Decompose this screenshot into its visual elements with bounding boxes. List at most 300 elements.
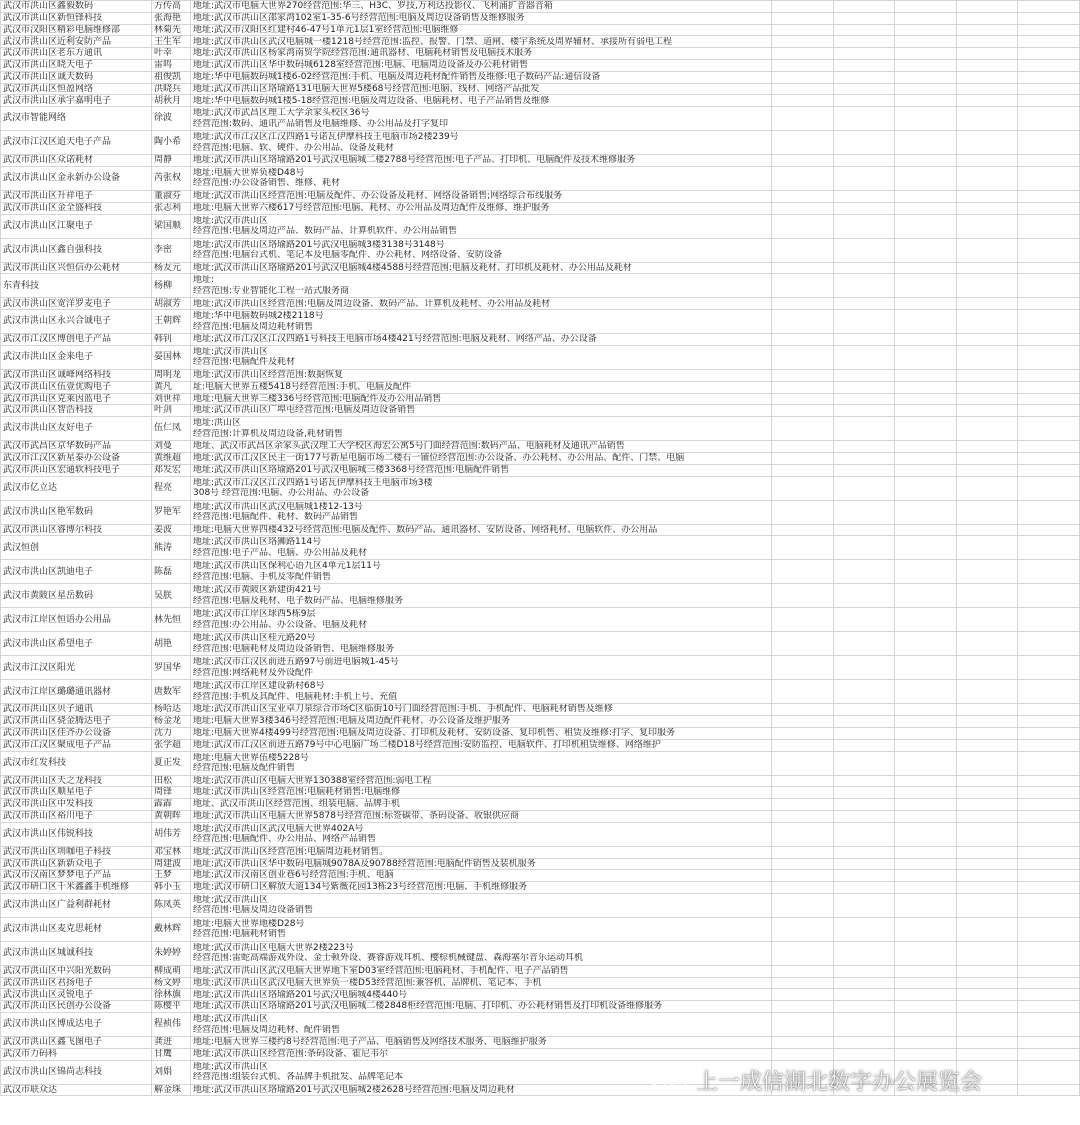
empty-cell	[833, 584, 895, 608]
table-row	[1, 989, 1080, 1001]
empty-cell	[956, 155, 1018, 167]
table-row	[1, 405, 1080, 417]
details-line: 地址:武汉市研口区解放大道134号紫薇花园13栋23号经营范围:电脑、手机维修服务	[193, 882, 528, 893]
empty-cell	[772, 262, 834, 274]
empty-cell	[833, 882, 895, 894]
company-name-cell: 武汉市洪山区江聚电子	[1, 214, 152, 238]
contact-name-cell: 周建波	[152, 858, 191, 870]
details-line: 经营范围:电脑及周边耗材、配件销售	[193, 1024, 341, 1035]
details-line: 地址:武汉市江汉区江汉四路1号诺瓦伊摩科技王电脑市场2楼239号	[193, 132, 459, 143]
empty-cell	[895, 274, 957, 298]
empty-cell	[772, 24, 834, 36]
empty-cell	[772, 417, 834, 441]
empty-cell	[1018, 190, 1080, 202]
table-row	[1, 799, 1080, 811]
table-row	[1, 166, 1080, 190]
empty-cell	[833, 48, 895, 60]
empty-cell	[833, 787, 895, 799]
details-line: 经营范围:手机及其配件、电脑耗材:手机上号、充值	[193, 691, 398, 702]
empty-cell	[1018, 476, 1080, 500]
empty-cell	[895, 799, 957, 811]
contact-name-cell: 杨友元	[152, 262, 191, 274]
empty-cell	[833, 858, 895, 870]
empty-cell	[895, 334, 957, 346]
empty-cell	[772, 917, 834, 941]
table-row	[1, 298, 1080, 310]
details-cell	[191, 810, 772, 822]
empty-cell	[956, 1, 1018, 13]
empty-cell	[833, 727, 895, 739]
details-line: 地址:电脑大世界伍楼5228号	[193, 752, 309, 763]
empty-cell	[956, 71, 1018, 83]
empty-cell	[895, 810, 957, 822]
empty-cell	[772, 632, 834, 656]
contact-name-cell: 胡淑芳	[152, 298, 191, 310]
empty-cell	[833, 381, 895, 393]
contact-name-cell: 伍仁凤	[152, 417, 191, 441]
details-line: 地址:武汉市洪山区桂元路20号	[193, 633, 316, 644]
empty-cell	[772, 441, 834, 453]
empty-cell	[772, 71, 834, 83]
empty-cell	[833, 262, 895, 274]
contact-name-cell: 张志利	[152, 202, 191, 214]
details-cell	[191, 298, 772, 310]
company-name-cell: 武汉市洪山区诚峰网络科技	[1, 369, 152, 381]
empty-cell	[1018, 202, 1080, 214]
empty-cell	[956, 452, 1018, 464]
empty-cell	[833, 166, 895, 190]
company-name-cell: 武汉市洪山区承宇嘉明电子	[1, 95, 152, 107]
empty-cell	[1018, 608, 1080, 632]
empty-cell	[833, 12, 895, 24]
empty-cell	[956, 48, 1018, 60]
table-row	[1, 1013, 1080, 1037]
company-name-cell: 武汉市洪山区伟锐科技	[1, 822, 152, 846]
company-name-cell: 武汉市洪山区博成达电子	[1, 1013, 152, 1037]
company-name-cell: 武汉市洪山区贝子通讯	[1, 704, 152, 716]
empty-cell	[833, 131, 895, 155]
empty-cell	[833, 417, 895, 441]
empty-cell	[956, 977, 1018, 989]
details-cell	[191, 476, 772, 500]
details-line: 地址:武汉市江汉区民主一街177号新星电脑市场二楼右一铺位经营范围:办公设备、办公耗材、办公用品、配件、门禁、电脑	[193, 453, 685, 464]
details-line: 地址:电脑大世界三楼约8号经营范围:电子产品、电脑销售及网络技术服务、电脑维护服务	[193, 1037, 547, 1048]
empty-cell	[772, 238, 834, 262]
empty-cell	[1018, 155, 1080, 167]
contact-name-cell: 胡艳	[152, 632, 191, 656]
empty-cell	[833, 704, 895, 716]
empty-cell	[772, 334, 834, 346]
table-row	[1, 1037, 1080, 1049]
empty-cell	[895, 822, 957, 846]
empty-cell	[833, 441, 895, 453]
details-cell	[191, 24, 772, 36]
table-row	[1, 608, 1080, 632]
empty-cell	[1018, 334, 1080, 346]
details-line: 地址:华中电脑数码城1楼5-18经营范围:电脑及周边设备、电脑耗材、电子产品销售及维修	[193, 95, 550, 106]
empty-cell	[1018, 882, 1080, 894]
empty-cell	[833, 739, 895, 751]
table-row	[1, 500, 1080, 524]
contact-name-cell: 柳成萌	[152, 965, 191, 977]
details-line: 地址:武汉市洪山区珞瑜路201号武汉电脑城3楼3138号3148号	[193, 239, 445, 250]
empty-cell	[956, 858, 1018, 870]
company-name-cell: 武汉市江岸区璐璐通讯器材	[1, 680, 152, 704]
empty-cell	[1018, 310, 1080, 334]
details-cell	[191, 107, 772, 131]
empty-cell	[1018, 680, 1080, 704]
table-row	[1, 107, 1080, 131]
details-cell	[191, 882, 772, 894]
table-row	[1, 24, 1080, 36]
contact-name-cell: 周静	[152, 155, 191, 167]
details-line: 地址:武汉市洪山区经营范围:电脑耗材销售:电脑维修	[193, 787, 401, 798]
empty-cell	[833, 298, 895, 310]
details-cell	[191, 727, 772, 739]
empty-cell	[956, 24, 1018, 36]
empty-cell	[1018, 704, 1080, 716]
details-line: 经营范围:数码、通讯产品销售及电脑维修、办公用品及打字复印	[193, 118, 449, 129]
empty-cell	[1018, 298, 1080, 310]
empty-cell	[956, 274, 1018, 298]
company-name-cell: 武汉市江岸区恒语办公用品	[1, 608, 152, 632]
company-name-cell: 武汉市洪山区顺星电子	[1, 787, 152, 799]
empty-cell	[1018, 1037, 1080, 1049]
empty-cell	[1018, 787, 1080, 799]
empty-cell	[895, 107, 957, 131]
empty-cell	[772, 1048, 834, 1060]
details-line: 经营范围:电脑耗材及周边设备销售、电脑维修服务	[193, 643, 395, 654]
empty-cell	[772, 214, 834, 238]
details-cell	[191, 965, 772, 977]
empty-cell	[833, 608, 895, 632]
details-line: 地址:武汉市洪山区珞瑜路201号武汉电脑城2楼2628号经营范围:电脑及周边耗材	[193, 1084, 515, 1095]
details-line: 地址:武汉市洪山区珞瑜路201号武汉电脑城二楼2788号经营范围:电子产品、打印机、电脑配件及技术维修服务	[193, 155, 636, 166]
company-name-cell: 武汉市洪山区中发科技	[1, 799, 152, 811]
empty-cell	[895, 500, 957, 524]
details-line: 地址:武汉市洪山区经营范围:数据恢复	[193, 370, 344, 381]
empty-cell	[895, 476, 957, 500]
empty-cell	[895, 989, 957, 1001]
empty-cell	[956, 704, 1018, 716]
company-name-cell: 武汉市洪山区晓天电子	[1, 59, 152, 71]
details-line: 地址:电脑大世界负楼D48号	[193, 167, 305, 178]
details-cell	[191, 500, 772, 524]
details-cell	[191, 1013, 772, 1037]
table-row	[1, 977, 1080, 989]
details-line: 地址:武汉市洪山区武汉电脑城一楼1218号经营范围:监控、报警、门禁、道闸、楼宇系统及周界辅材、承接所有弱电工程	[193, 36, 672, 47]
empty-cell	[772, 810, 834, 822]
empty-cell	[1018, 345, 1080, 369]
empty-cell	[772, 155, 834, 167]
details-line: 地址:华中电脑数码城1楼6-02经营范围:手机、电脑及周边耗材配件销售及维修:电子数码产品:通信设备	[193, 71, 601, 82]
empty-cell	[833, 476, 895, 500]
contact-name-cell: 朱婷婷	[152, 941, 191, 965]
empty-cell	[772, 536, 834, 560]
empty-cell	[772, 716, 834, 728]
details-cell	[191, 656, 772, 680]
empty-cell	[772, 1037, 834, 1049]
empty-cell	[1018, 452, 1080, 464]
empty-cell	[833, 107, 895, 131]
empty-cell	[895, 36, 957, 48]
empty-cell	[772, 131, 834, 155]
empty-cell	[956, 799, 1018, 811]
empty-cell	[772, 59, 834, 71]
empty-cell	[833, 751, 895, 775]
empty-cell	[956, 1048, 1018, 1060]
empty-cell	[956, 83, 1018, 95]
table-row	[1, 882, 1080, 894]
empty-cell	[956, 846, 1018, 858]
details-cell	[191, 274, 772, 298]
empty-cell	[833, 59, 895, 71]
empty-cell	[772, 500, 834, 524]
empty-cell	[772, 95, 834, 107]
empty-cell	[772, 36, 834, 48]
company-name-cell: 武汉市洪山区艳军数码	[1, 500, 152, 524]
empty-cell	[956, 393, 1018, 405]
details-line: 经营范围:电脑耗材销售	[193, 929, 287, 940]
details-cell	[191, 870, 772, 882]
company-name-cell: 武汉市洪山区金永新办公设备	[1, 166, 152, 190]
details-line: 地址:武汉市洪山区经营范围:条码设备、霍尼韦尔	[193, 1049, 389, 1060]
details-cell	[191, 166, 772, 190]
details-line: 地址:武汉市洪山区	[193, 1061, 269, 1072]
watermark-text: 上一成信湖北数字办公展览会	[696, 1069, 983, 1095]
empty-cell	[833, 345, 895, 369]
empty-cell	[956, 739, 1018, 751]
contact-name-cell: 韩小玉	[152, 882, 191, 894]
empty-cell	[895, 1001, 957, 1013]
empty-cell	[1018, 1, 1080, 13]
company-name-cell: 武汉市洪山区金来电子	[1, 345, 152, 369]
empty-cell	[772, 464, 834, 476]
empty-cell	[956, 166, 1018, 190]
contact-name-cell: 陈磊	[152, 560, 191, 584]
details-line: 地址:华中电脑数码城2楼2118号	[193, 311, 324, 322]
details-cell	[191, 704, 772, 716]
empty-cell	[833, 190, 895, 202]
empty-cell	[895, 369, 957, 381]
company-name-cell: 武汉市洪山区圳咖电子科技	[1, 846, 152, 858]
empty-cell	[772, 680, 834, 704]
wechat-icon	[648, 1064, 688, 1096]
details-line: 地址:武汉市江汉区前进五路97号前进电脑城1-45号	[193, 657, 399, 668]
empty-cell	[833, 656, 895, 680]
empty-cell	[956, 775, 1018, 787]
table-row	[1, 202, 1080, 214]
table-row	[1, 704, 1080, 716]
details-line: 地址:洪山区	[193, 418, 242, 429]
empty-cell	[895, 298, 957, 310]
details-cell	[191, 334, 772, 346]
details-cell	[191, 155, 772, 167]
company-name-cell: 武汉市江汉区聚成电子产品	[1, 739, 152, 751]
table-row	[1, 214, 1080, 238]
empty-cell	[956, 214, 1018, 238]
empty-cell	[772, 476, 834, 500]
table-row	[1, 36, 1080, 48]
details-line: 经营范围:电脑及周边产品、数码产品、计算机软件、办公用品销售	[193, 226, 458, 237]
table-row	[1, 680, 1080, 704]
table-row	[1, 775, 1080, 787]
contact-name-cell: 黄朝晖	[152, 810, 191, 822]
details-cell	[191, 59, 772, 71]
empty-cell	[833, 716, 895, 728]
empty-cell	[1018, 381, 1080, 393]
table-row	[1, 751, 1080, 775]
details-line: 经营范围:办公设备销售、维修、耗材	[193, 178, 341, 189]
details-line: 地址:武汉市洪山区经营范围:电脑周边耗材销售。	[193, 846, 389, 857]
details-line: 地址:武汉市洪山区	[193, 346, 269, 357]
empty-cell	[833, 238, 895, 262]
empty-cell	[895, 1048, 957, 1060]
details-cell	[191, 536, 772, 560]
company-name-cell: 武汉市洪山区兴恒信办公耗材	[1, 262, 152, 274]
empty-cell	[956, 381, 1018, 393]
details-line: 地址:电脑大世界3楼346号经营范围:电脑及周边配件耗材、办公设备及维护服务	[193, 716, 510, 727]
empty-cell	[956, 59, 1018, 71]
contact-name-cell: 陈凤英	[152, 893, 191, 917]
empty-cell	[1018, 369, 1080, 381]
empty-cell	[772, 274, 834, 298]
company-name-cell: 武汉市洪山区金全盛科技	[1, 202, 152, 214]
empty-cell	[895, 716, 957, 728]
empty-cell	[1018, 12, 1080, 24]
details-cell	[191, 345, 772, 369]
details-line: 经营范围:电脑配件、耗材、数码产品销售	[193, 512, 359, 523]
empty-cell	[895, 190, 957, 202]
empty-cell	[956, 822, 1018, 846]
empty-cell	[1018, 83, 1080, 95]
table-row	[1, 476, 1080, 500]
table-row	[1, 893, 1080, 917]
empty-cell	[956, 656, 1018, 680]
table-row	[1, 739, 1080, 751]
empty-cell	[833, 560, 895, 584]
details-line: 地址:武汉市洪山区武汉电脑大世界负一楼D53经营范围:兼容机、品牌机、笔记本、手机	[193, 977, 542, 988]
empty-cell	[833, 274, 895, 298]
details-cell	[191, 214, 772, 238]
empty-cell	[895, 941, 957, 965]
details-cell	[191, 131, 772, 155]
contact-name-cell: 徐波	[152, 107, 191, 131]
company-name-cell: 武汉市洪山区新新众电子	[1, 858, 152, 870]
contact-name-cell: 梁国顺	[152, 214, 191, 238]
details-cell	[191, 608, 772, 632]
empty-cell	[895, 393, 957, 405]
details-cell	[191, 441, 772, 453]
empty-cell	[1018, 71, 1080, 83]
details-line: 地址:武汉市洪山区	[193, 1014, 269, 1025]
details-line: 地址:武汉市洪山区经营范围:电脑及配件、办公设备及耗材、网络设备销售;网络综合布线服务	[193, 191, 563, 202]
empty-cell	[895, 381, 957, 393]
empty-cell	[895, 882, 957, 894]
details-cell	[191, 787, 772, 799]
company-name-cell: 武汉市洪山区恒盈网络	[1, 83, 152, 95]
empty-cell	[772, 369, 834, 381]
empty-cell	[895, 214, 957, 238]
details-line: 地址:电脑大世界四楼432号经营范围:电脑及配件、数码产品、通讯器材、安防设备、网络耗材、电脑软件、办公用品	[193, 524, 658, 535]
company-name-cell: 武汉市智能网络	[1, 107, 152, 131]
empty-cell	[895, 452, 957, 464]
empty-cell	[956, 95, 1018, 107]
empty-cell	[772, 310, 834, 334]
empty-cell	[833, 36, 895, 48]
empty-cell	[956, 1001, 1018, 1013]
details-cell	[191, 1001, 772, 1013]
empty-cell	[956, 584, 1018, 608]
details-cell	[191, 83, 772, 95]
table-row	[1, 71, 1080, 83]
empty-cell	[772, 870, 834, 882]
table-row	[1, 727, 1080, 739]
table-row	[1, 369, 1080, 381]
empty-cell	[895, 83, 957, 95]
empty-cell	[1018, 1048, 1080, 1060]
empty-cell	[772, 584, 834, 608]
company-name-cell: 武汉市江汉区博创电子产品	[1, 334, 152, 346]
empty-cell	[833, 155, 895, 167]
empty-cell	[1018, 274, 1080, 298]
contact-name-cell: 王朝辉	[152, 310, 191, 334]
company-name-cell: 武汉市江汉区新星泰办公设备	[1, 452, 152, 464]
contact-name-cell: 杨哈达	[152, 704, 191, 716]
details-cell	[191, 739, 772, 751]
empty-cell	[956, 751, 1018, 775]
details-cell	[191, 381, 772, 393]
empty-cell	[1018, 95, 1080, 107]
empty-cell	[833, 965, 895, 977]
company-name-cell: 武汉市洪山区希望电子	[1, 632, 152, 656]
empty-cell	[833, 810, 895, 822]
table-row	[1, 1048, 1080, 1060]
empty-cell	[833, 1001, 895, 1013]
empty-cell	[1018, 893, 1080, 917]
table-row	[1, 870, 1080, 882]
contact-name-cell: 周明龙	[152, 369, 191, 381]
details-cell	[191, 464, 772, 476]
empty-cell	[956, 632, 1018, 656]
contact-name-cell: 杨金龙	[152, 716, 191, 728]
details-cell	[191, 369, 772, 381]
table-row	[1, 83, 1080, 95]
empty-cell	[1018, 799, 1080, 811]
details-line: 经营范围:网络耗材及外设配件	[193, 667, 314, 678]
details-line: 地址:武汉市洪山区广埠屯经营范围:电脑及周边设备销售	[193, 405, 416, 416]
contact-name-cell: 刘娟	[152, 1060, 191, 1084]
empty-cell	[956, 345, 1018, 369]
empty-cell	[772, 799, 834, 811]
empty-cell	[833, 870, 895, 882]
details-line: 经营范围:电脑及周边耗材销售	[193, 321, 314, 332]
empty-cell	[1018, 107, 1080, 131]
company-name-cell: 东青科技	[1, 274, 152, 298]
empty-cell	[895, 680, 957, 704]
details-line: 地址:电脑大世界六楼617号经营范围:电脑、耗材、办公用品及周边配件及维修、维护服务	[193, 202, 550, 213]
details-cell	[191, 71, 772, 83]
company-name-cell: 武汉市洪山区宏通软科技电子	[1, 464, 152, 476]
contact-name-cell: 芮张权	[152, 166, 191, 190]
details-line: 地址:武汉市洪山区杨家湾南贸学院经营范围:通讯器材、电脑耗材销售及电脑技术服务	[193, 48, 533, 59]
company-name-cell: 武汉市洪山区新恒锋科技	[1, 12, 152, 24]
contact-name-cell: 李密	[152, 238, 191, 262]
details-cell	[191, 1, 772, 13]
details-cell	[191, 560, 772, 584]
empty-cell	[833, 941, 895, 965]
empty-cell	[895, 917, 957, 941]
